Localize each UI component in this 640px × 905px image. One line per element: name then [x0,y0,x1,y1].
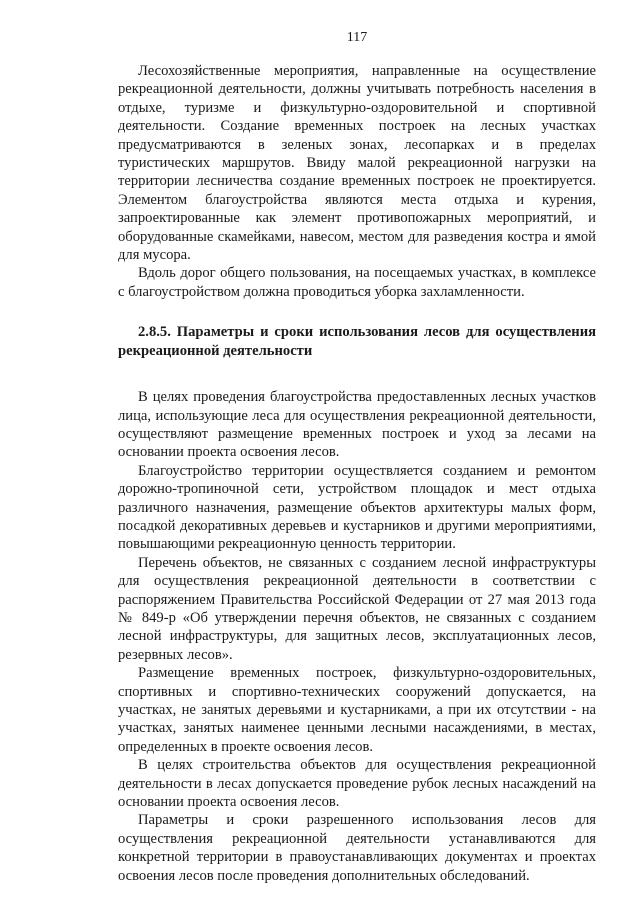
paragraph-felling: В целях строительства объектов для осуществления рекреационной деятельности в лесах допускается проведение рубок лесных насаждений на основании проекта освоения лесов. [118,757,596,811]
page-number: 117 [346,30,368,45]
paragraph-landscaping-goals: В целях проведения благоустройства предоставленных лесных участков лица, использующие леса для осуществления рекреационной деятельности, осуществляют размещение временных построек и уход за лесами на основании проекта освоения лесов. [118,389,596,461]
paragraph-objects-list: Перечень объектов, не связанных с созданием лесной инфраструктуры для осуществления рекреационной деятельности в соответствии с распоряжением Правительства Российской Федерации от 27 мая 2013 года № 849-р «Об утверждении перечня объектов, не связанных с созданием лесной инфраструктуры, для защитных лесов, эксплуатационных лесов, резервных лесов». [118,554,596,663]
paragraph-recreation-measures: Лесохозяйственные мероприятия, направленные на осуществление рекреационной деятельности, должны учитывать потребность населения в отдыхе, туризме и физкультурно-оздоровительной и спортивной деятельности. Создание временных построек на лесных участках предусматриваются в зеленых зонах, лесопарках и в пределах туристических маршрутов. Ввиду малой рекреационной нагрузки на территории лесничества создание временных построек не проектируется. Элементом благоустройства являются места отдыха и курения, запроектированные как элемент противопожарных мероприятий, и оборудованные скамейками, навесом, местом для разведения костра и ямой для мусора. [118,63,596,264]
paragraph-landscaping-methods: Благоустройство территории осуществляется созданием и ремонтом дорожно-тропиночной сети, устройством площадок и мест отдыха различного назначения, размещение объектов архитектуры малых форм, посадкой декоративных деревьев и кустарников и другими мероприятиями, повышающими рекреационную ценность территории. [118,462,596,553]
document-page [118,30,596,885]
paragraph-parameters: Параметры и сроки разрешенного использования лесов для осуществления рекреационной деятельности устанавливаются для конкретной территории в правоустанавливающих документах и проектах освоения лесов после проведения дополнительных обследований. [118,812,596,884]
section-heading: 2.8.5. Параметры и сроки использования лесов для осуществления рекреационной деятельности [118,324,596,359]
paragraph-temporary-buildings: Размещение временных построек, физкультурно-оздоровительных, спортивных и спортивно-технических сооружений допускается, на участках, не занятых деревьями и кустарниками, а при их отсутствии - на участках, занятых наименее ценными лесными насаждениями, в местах, определенных в проекте освоения лесов. [118,665,596,755]
paragraph-road-cleanup: Вдоль дорог общего пользования, на посещаемых участках, в комплексе с благоустройством должна проводиться уборка захламленности. [118,265,596,300]
